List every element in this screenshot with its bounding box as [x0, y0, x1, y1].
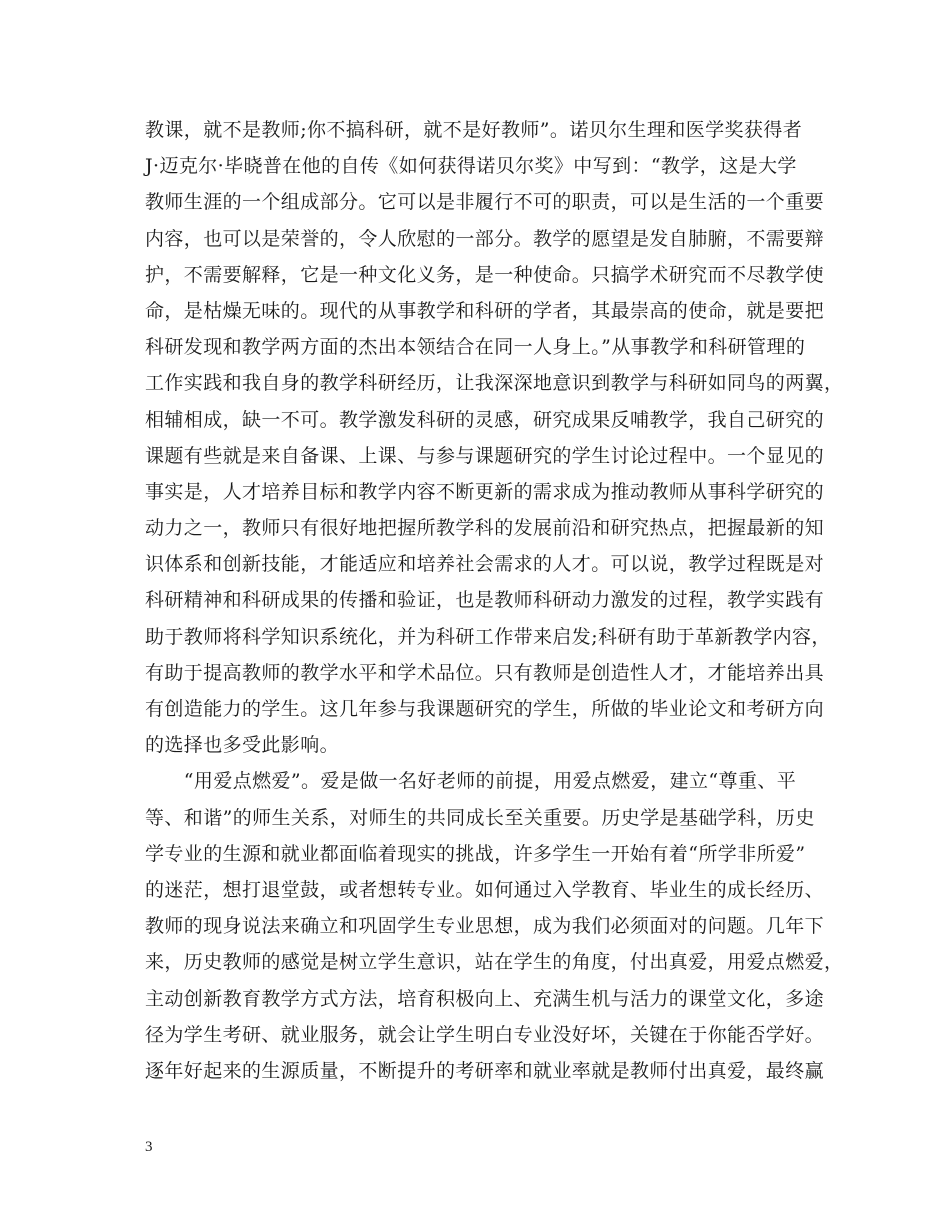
- text-line: 科研精神和科研成果的传播和验证，也是教师科研动力激发的过程，教学实践有: [145, 589, 825, 612]
- text-line: 的迷茫，想打退堂鼓，或者想转专业。如何通过入学教育、毕业生的成长经历、: [145, 878, 825, 901]
- text-line: 课题有些就是来自备课、上课、与参与课题研究的学生讨论过程中。一个显见的: [145, 444, 825, 467]
- text-line: 有创造能力的学生。这几年参与我课题研究的学生，所做的毕业论文和考研方向: [145, 698, 825, 720]
- text-line: 等、和谐”的师生关系，对师生的共同成长至关重要。历史学是基础学科，历史: [145, 806, 815, 829]
- text-line: 逐年好起来的生源质量，不断提升的考研率和就业率就是教师付出真爱，最终赢: [145, 1059, 825, 1082]
- text-line: 教课，就不是教师;你不搞科研，就不是好教师”。诺贝尔生理和医学奖获得者: [145, 119, 803, 141]
- text-line: 工作实践和我自身的教学科研经历，让我深深地意识到教学与科研如同鸟的两翼，: [145, 372, 844, 395]
- text-line: 教师的现身说法来确立和巩固学生专业思想，成为我们必须面对的问题。几年下: [145, 915, 825, 938]
- text-line: 有助于提高教师的教学水平和学术品位。只有教师是创造性人才，才能培养出具: [145, 661, 825, 684]
- text-line: 主动创新教育教学方式方法，培育积极向上、充满生机与活力的课堂文化，多途: [145, 987, 825, 1010]
- text-line: 径为学生考研、就业服务，就会让学生明白专业没好坏，关键在于你能否学好。: [145, 1023, 825, 1046]
- text-line: 相辅相成，缺一不可。教学激发科研的灵感，研究成果反哺教学，我自己研究的: [145, 408, 825, 431]
- text-line: 识体系和创新技能，才能适应和培养社会需求的人才。可以说，教学过程既是对: [145, 553, 825, 576]
- text-line: 事实是，人才培养目标和教学内容不断更新的需求成为推动教师从事科学研究的: [145, 480, 825, 503]
- text-line: 动力之一，教师只有很好地把握所教学科的发展前沿和研究热点，把握最新的知: [145, 517, 825, 540]
- body-text: [145, 112, 844, 1089]
- text-line: 命，是枯燥无味的。现代的从事教学和科研的学者，其最崇高的使命，就是要把: [145, 299, 825, 322]
- text-line: “用爱点燃爱”。爱是做一名好老师的前提，用爱点燃爱，建立“尊重、平: [145, 770, 797, 793]
- text-line: 教师生涯的一个组成部分。它可以是非履行不可的职责，可以是生活的一个重要: [145, 191, 825, 214]
- text-line: 学专业的生源和就业都面临着现实的挑战，许多学生一开始有着“所学非所爱”: [145, 842, 806, 865]
- page-number: 3: [145, 1139, 153, 1155]
- text-line: 的选择也多受此影响。: [145, 734, 340, 757]
- text-line: 护，不需要解释，它是一种文化义务，是一种使命。只搞学术研究而不尽教学使: [145, 263, 825, 286]
- text-line: 来，历史教师的感觉是树立学生意识，站在学生的角度，付出真爱，用爱点燃爱，: [145, 951, 844, 974]
- text-line: J·迈克尔·毕晓普在他的自传《如何获得诺贝尔奖》中写到：“教学，这是大学: [145, 155, 797, 178]
- text-line: 内容，也可以是荣誉的，令人欣慰的一部分。教学的愿望是发自肺腑，不需要辩: [145, 227, 825, 250]
- text-line: 助于教师将科学知识系统化，并为科研工作带来启发;科研有助于革新教学内容，: [145, 625, 831, 648]
- text-line: 科研发现和教学两方面的杰出本领结合在同一人身上。”从事教学和科研管理的: [145, 336, 806, 359]
